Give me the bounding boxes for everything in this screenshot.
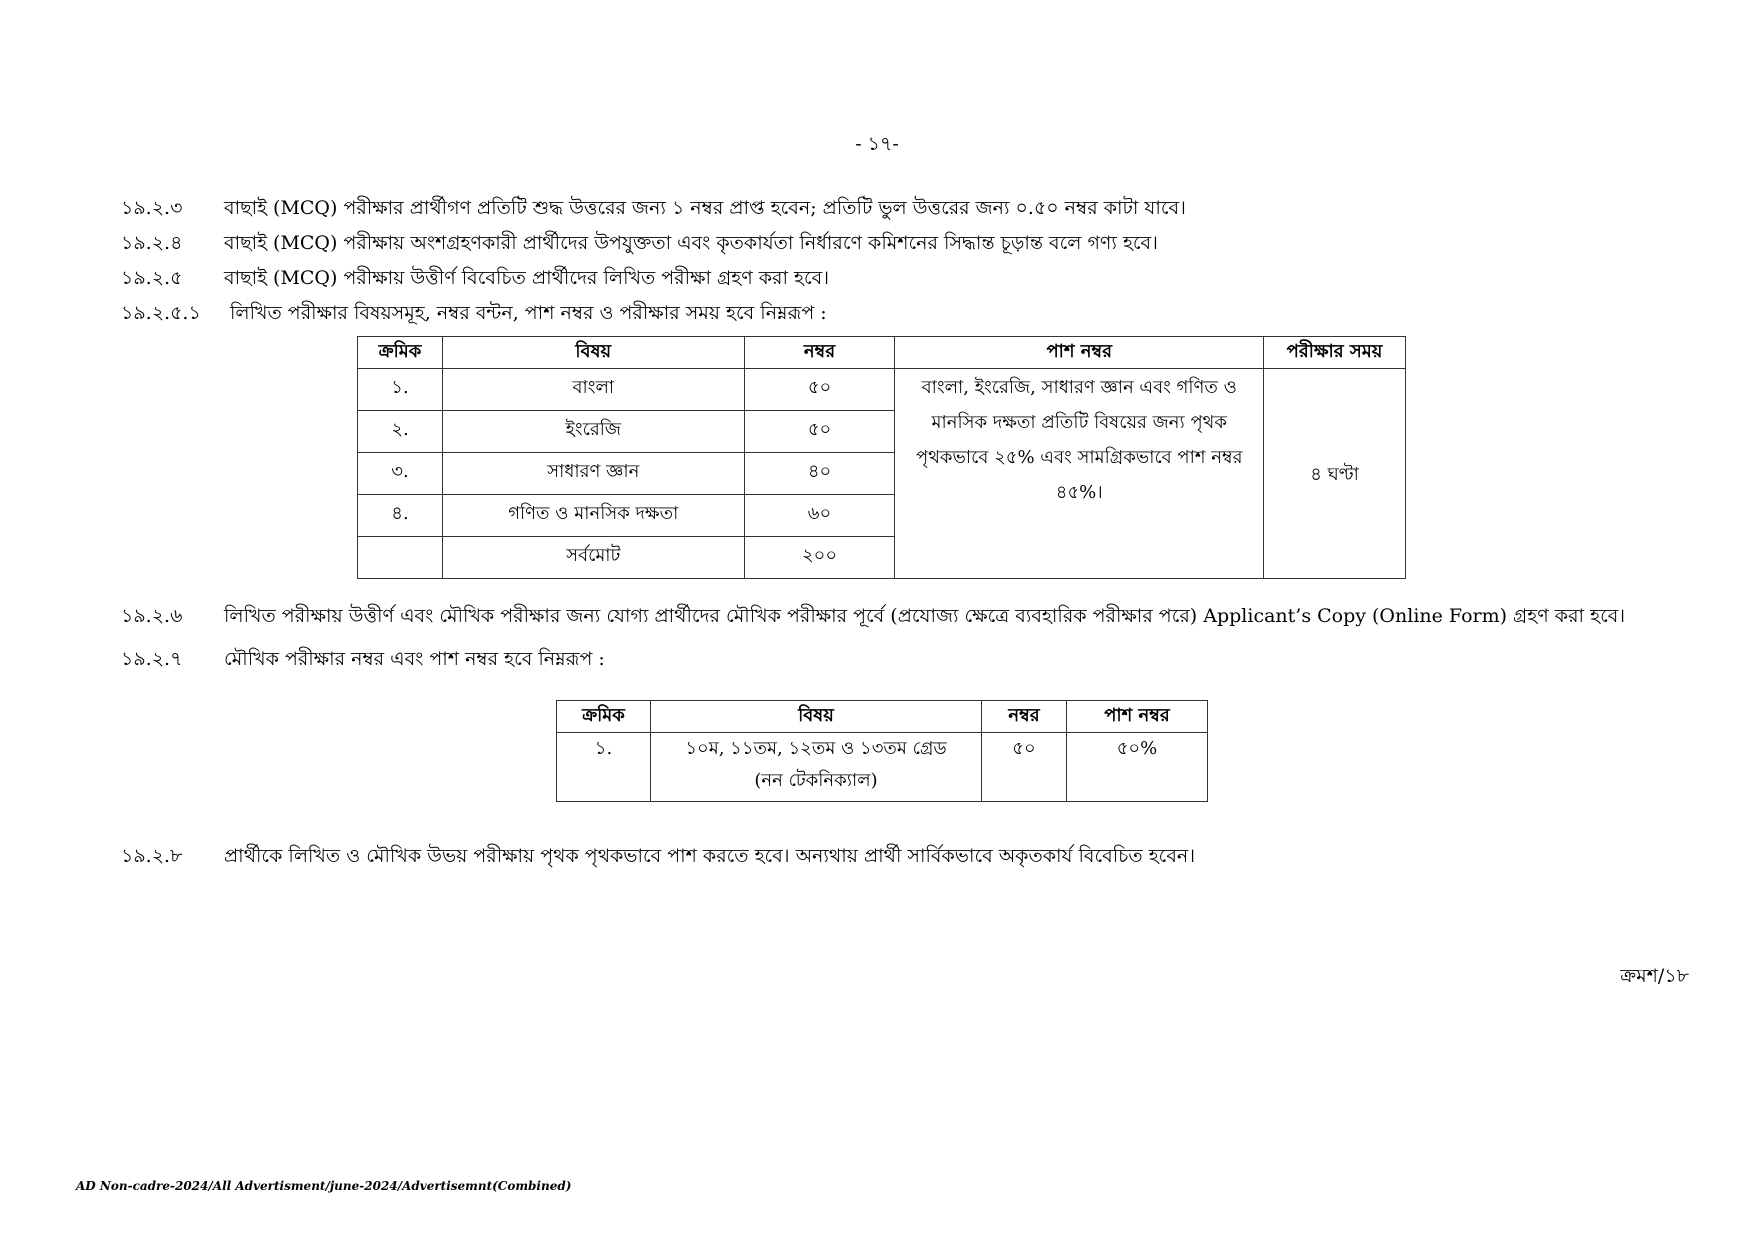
subject-cell: ইংরেজি <box>442 411 744 453</box>
paragraph-19-2-6 <box>121 602 1625 634</box>
serial-cell: ২. <box>358 411 443 453</box>
column-header: বিষয় <box>442 337 744 369</box>
paragraph-number: ১৯.২.৭ <box>121 648 183 670</box>
subject-cell: গণিত ও মানসিক দক্ষতা <box>442 495 744 537</box>
paragraph-text: বাছাই (MCQ) পরীক্ষায় অংশগ্রহণকারী প্রার্থীদের উপযুক্ততা এবং কৃতকার্যতা নির্ধারণে কমিশনের সিদ্ধান্ত চূড়ান্ত বলে গণ্য হবে। <box>224 232 1158 254</box>
paragraph-text: লিখিত পরীক্ষায় উত্তীর্ণ এবং মৌখিক পরীক্ষার জন্য যোগ্য প্রার্থীদের মৌখিক পরীক্ষার পূর্বে (প্রযোজ্য ক্ষেত্রে ব্যবহারিক পরীক্ষার পরে) Applicant’s Copy (Online Form) গ্রহণ করা হবে। <box>224 605 1626 627</box>
subject-cell: বাংলা <box>442 369 744 411</box>
paragraph-19-2-5-1 <box>121 299 827 331</box>
pass-marks-cell: বাংলা, ইংরেজি, সাধারণ জ্ঞান এবং গণিত ও মানসিক দক্ষতা প্রতিটি বিষয়ের জন্য পৃথক পৃথকভাবে ২৫% এবং সামগ্রিকভাবে পাশ নম্বর ৪৫%। <box>895 369 1264 579</box>
paragraph-number: ১৯.২.৬ <box>121 605 183 627</box>
column-header: ক্রমিক <box>557 701 651 733</box>
paragraph-19-2-3 <box>121 194 1186 226</box>
paragraph-19-2-8 <box>121 842 1195 874</box>
paragraph-text: লিখিত পরীক্ষার বিষয়সমূহ, নম্বর বন্টন, পাশ নম্বর ও পরীক্ষার সময় হবে নিম্নরূপ : <box>230 302 827 324</box>
subject-cell: ১০ম, ১১তম, ১২তম ও ১৩তম গ্রেড (নন টেকনিক্যাল) <box>651 733 982 802</box>
serial-cell: ১. <box>557 733 651 802</box>
footer-path: AD Non-cadre-2024/All Advertisment/june-2024/Advertisemnt(Combined) <box>76 1179 572 1193</box>
marks-cell: ৫০ <box>744 411 895 453</box>
paragraph-19-2-5 <box>121 264 829 296</box>
paragraph-text: বাছাই (MCQ) পরীক্ষায় উত্তীর্ণ বিবেচিত প্রার্থীদের লিখিত পরীক্ষা গ্রহণ করা হবে। <box>224 267 830 289</box>
paragraph-text: বাছাই (MCQ) পরীক্ষার প্রার্থীগণ প্রতিটি শুদ্ধ উত্তরের জন্য ১ নম্বর প্রাপ্ত হবেন; প্রতিটি ভুল উত্তরের জন্য ০.৫০ নম্বর কাটা যাবে। <box>224 197 1186 219</box>
page-number: - ১৭- <box>855 133 899 155</box>
paragraph-number: ১৯.২.৩ <box>121 197 183 219</box>
column-header: পরীক্ষার সময় <box>1264 337 1406 369</box>
pass-marks-cell: ৫০% <box>1067 733 1208 802</box>
paragraph-number: ১৯.২.৪ <box>121 232 183 254</box>
marks-cell: ৫০ <box>744 369 895 411</box>
marks-cell: ৬০ <box>744 495 895 537</box>
continued-label: ক্রমশ/১৮ <box>1620 965 1689 987</box>
marks-cell: ৪০ <box>744 453 895 495</box>
subject-cell: সর্বমোট <box>442 537 744 579</box>
paragraph-number: ১৯.২.৮ <box>121 845 183 867</box>
paragraph-19-2-4 <box>121 229 1158 261</box>
serial-cell <box>358 537 443 579</box>
column-header: নম্বর <box>744 337 895 369</box>
paragraph-text: প্রার্থীকে লিখিত ও মৌখিক উভয় পরীক্ষায় পৃথক পৃথকভাবে পাশ করতে হবে। অন্যথায় প্রার্থী সার্বিকভাবে অকৃতকার্য বিবেচিত হবেন। <box>224 845 1196 867</box>
table-row <box>358 369 1406 411</box>
table-row <box>557 733 1208 802</box>
paragraph-19-2-7 <box>121 645 605 677</box>
paragraph-number: ১৯.২.৫ <box>121 267 183 289</box>
column-header: ক্রমিক <box>358 337 443 369</box>
exam-time-cell: ৪ ঘণ্টা <box>1264 369 1406 579</box>
serial-cell: ৪. <box>358 495 443 537</box>
paragraph-text: মৌখিক পরীক্ষার নম্বর এবং পাশ নম্বর হবে নিম্নরূপ : <box>224 648 605 670</box>
paragraph-number: ১৯.২.৫.১ <box>121 302 201 324</box>
column-header: নম্বর <box>982 701 1067 733</box>
subject-cell: সাধারণ জ্ঞান <box>442 453 744 495</box>
serial-cell: ১. <box>358 369 443 411</box>
marks-cell: ২০০ <box>744 537 895 579</box>
table-header-row <box>557 701 1208 733</box>
serial-cell: ৩. <box>358 453 443 495</box>
column-header: পাশ নম্বর <box>895 337 1264 369</box>
column-header: পাশ নম্বর <box>1067 701 1208 733</box>
table-header-row <box>358 337 1406 369</box>
written-exam-table <box>357 336 1406 579</box>
viva-exam-table <box>556 700 1208 802</box>
marks-cell: ৫০ <box>982 733 1067 802</box>
column-header: বিষয় <box>651 701 982 733</box>
